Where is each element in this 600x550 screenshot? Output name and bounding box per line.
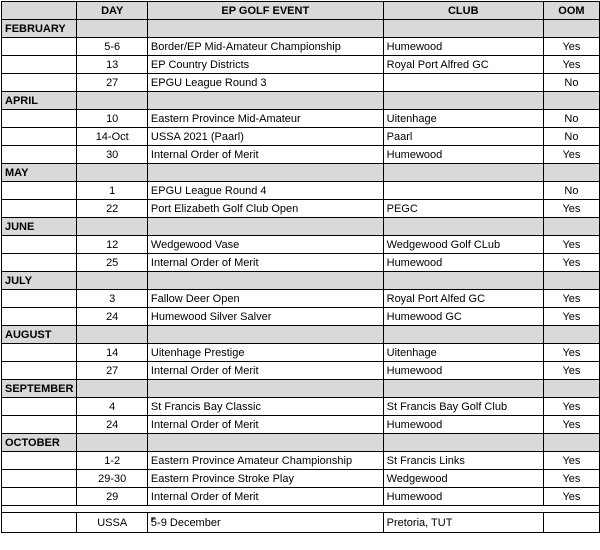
event-day: 29 bbox=[77, 488, 147, 506]
month-fill bbox=[147, 92, 383, 110]
month-fill bbox=[383, 92, 543, 110]
month-row bbox=[2, 380, 600, 398]
month-label: JULY bbox=[2, 272, 77, 290]
header-oom: OOM bbox=[543, 2, 599, 20]
month-fill bbox=[543, 272, 599, 290]
event-row bbox=[2, 128, 600, 146]
event-day: 5-6 bbox=[77, 38, 147, 56]
event-club: Humewood bbox=[383, 254, 543, 272]
month-fill bbox=[383, 272, 543, 290]
golf-schedule-table bbox=[1, 1, 600, 533]
row-blank bbox=[2, 308, 77, 326]
row-blank bbox=[2, 128, 77, 146]
event-row bbox=[2, 488, 600, 506]
month-label: OCTOBER bbox=[2, 434, 77, 452]
month-fill bbox=[77, 326, 147, 344]
event-row bbox=[2, 254, 600, 272]
month-row bbox=[2, 434, 600, 452]
event-row bbox=[2, 74, 600, 92]
event-name: St Francis Bay Classic bbox=[147, 398, 383, 416]
ussa-day: USSA bbox=[77, 513, 147, 533]
row-blank bbox=[2, 38, 77, 56]
event-oom: No bbox=[543, 110, 599, 128]
event-club bbox=[383, 74, 543, 92]
event-row bbox=[2, 452, 600, 470]
month-fill bbox=[77, 164, 147, 182]
month-label: AUGUST bbox=[2, 326, 77, 344]
month-fill bbox=[383, 20, 543, 38]
event-club: Humewood bbox=[383, 416, 543, 434]
event-name: Eastern Province Stroke Play bbox=[147, 470, 383, 488]
month-fill bbox=[543, 92, 599, 110]
event-day: 30 bbox=[77, 146, 147, 164]
event-day: 24 bbox=[77, 416, 147, 434]
month-fill bbox=[77, 380, 147, 398]
event-row bbox=[2, 470, 600, 488]
event-name: Internal Order of Merit bbox=[147, 362, 383, 380]
event-day: 14 bbox=[77, 344, 147, 362]
month-row bbox=[2, 326, 600, 344]
event-name: Port Elizabeth Golf Club Open bbox=[147, 200, 383, 218]
event-day: 25 bbox=[77, 254, 147, 272]
event-row bbox=[2, 308, 600, 326]
event-name: Eastern Province Mid-Amateur bbox=[147, 110, 383, 128]
event-day: 4 bbox=[77, 398, 147, 416]
row-blank bbox=[2, 362, 77, 380]
row-blank bbox=[2, 416, 77, 434]
month-fill bbox=[543, 218, 599, 236]
event-club: Uitenhage bbox=[383, 110, 543, 128]
event-oom: Yes bbox=[543, 398, 599, 416]
month-row bbox=[2, 272, 600, 290]
event-oom: Yes bbox=[543, 344, 599, 362]
header-event: EP GOLF EVENT bbox=[147, 2, 383, 20]
event-day: 3 bbox=[77, 290, 147, 308]
event-oom: Yes bbox=[543, 200, 599, 218]
row-blank bbox=[2, 110, 77, 128]
ussa-event: 5-9 December bbox=[150, 516, 221, 529]
event-row bbox=[2, 110, 600, 128]
event-oom: Yes bbox=[543, 146, 599, 164]
event-oom: Yes bbox=[543, 56, 599, 74]
row-blank bbox=[2, 488, 77, 506]
event-name: Wedgewood Vase bbox=[147, 236, 383, 254]
event-oom: Yes bbox=[543, 290, 599, 308]
event-oom: Yes bbox=[543, 452, 599, 470]
header-row bbox=[2, 2, 600, 20]
month-fill bbox=[147, 20, 383, 38]
month-label: FEBRUARY bbox=[2, 20, 77, 38]
event-row bbox=[2, 236, 600, 254]
header-club: CLUB bbox=[383, 2, 543, 20]
event-club: Humewood bbox=[383, 362, 543, 380]
event-oom: Yes bbox=[543, 416, 599, 434]
month-fill bbox=[147, 272, 383, 290]
month-fill bbox=[383, 380, 543, 398]
month-label: MAY bbox=[2, 164, 77, 182]
ussa-row bbox=[2, 513, 600, 533]
month-fill bbox=[543, 20, 599, 38]
event-name: EPGU League Round 3 bbox=[147, 74, 383, 92]
event-day: 27 bbox=[77, 362, 147, 380]
event-oom: Yes bbox=[543, 38, 599, 56]
event-club: Wedgewood Golf CLub bbox=[383, 236, 543, 254]
event-club: St Francis Links bbox=[383, 452, 543, 470]
event-row bbox=[2, 38, 600, 56]
month-label: JUNE bbox=[2, 218, 77, 236]
event-row bbox=[2, 398, 600, 416]
event-club: Humewood GC bbox=[383, 308, 543, 326]
month-fill bbox=[383, 218, 543, 236]
month-fill bbox=[147, 434, 383, 452]
month-fill bbox=[77, 434, 147, 452]
event-oom: No bbox=[543, 128, 599, 146]
event-club: Royal Port Alfred GC bbox=[383, 56, 543, 74]
event-oom: Yes bbox=[543, 488, 599, 506]
event-day: 22 bbox=[77, 200, 147, 218]
event-oom: Yes bbox=[543, 470, 599, 488]
event-name: EPGU League Round 4 bbox=[147, 182, 383, 200]
row-blank bbox=[2, 398, 77, 416]
event-day: 1-2 bbox=[77, 452, 147, 470]
month-fill bbox=[147, 164, 383, 182]
event-oom: No bbox=[543, 182, 599, 200]
event-club: Royal Port Alfed GC bbox=[383, 290, 543, 308]
month-row bbox=[2, 20, 600, 38]
row-blank bbox=[2, 146, 77, 164]
event-day: 12 bbox=[77, 236, 147, 254]
month-fill bbox=[147, 326, 383, 344]
month-fill bbox=[77, 20, 147, 38]
event-name: Internal Order of Merit bbox=[147, 488, 383, 506]
row-blank bbox=[2, 182, 77, 200]
event-name: Fallow Deer Open bbox=[147, 290, 383, 308]
month-fill bbox=[543, 164, 599, 182]
month-fill bbox=[77, 272, 147, 290]
event-name: EP Country Districts bbox=[147, 56, 383, 74]
spacer-row bbox=[2, 506, 600, 513]
ussa-oom bbox=[543, 513, 599, 533]
row-blank bbox=[2, 470, 77, 488]
event-row bbox=[2, 56, 600, 74]
event-day: 1 bbox=[77, 182, 147, 200]
row-blank bbox=[2, 56, 77, 74]
row-blank bbox=[2, 344, 77, 362]
event-row bbox=[2, 344, 600, 362]
row-blank bbox=[2, 74, 77, 92]
event-club: PEGC bbox=[383, 200, 543, 218]
event-name: Eastern Province Amateur Championship bbox=[147, 452, 383, 470]
event-name: Border/EP Mid-Amateur Championship bbox=[147, 38, 383, 56]
event-name: Internal Order of Merit bbox=[147, 146, 383, 164]
event-oom: Yes bbox=[543, 362, 599, 380]
month-row bbox=[2, 218, 600, 236]
event-row bbox=[2, 182, 600, 200]
row-blank bbox=[2, 236, 77, 254]
event-club: Paarl bbox=[383, 128, 543, 146]
event-name: USSA 2021 (Paarl) bbox=[147, 128, 383, 146]
event-oom: Yes bbox=[543, 254, 599, 272]
month-fill bbox=[543, 326, 599, 344]
event-name: Internal Order of Merit bbox=[147, 254, 383, 272]
event-row bbox=[2, 362, 600, 380]
event-day: 24 bbox=[77, 308, 147, 326]
event-row bbox=[2, 290, 600, 308]
month-label: SEPTEMBER bbox=[2, 380, 77, 398]
month-fill bbox=[383, 326, 543, 344]
event-club: St Francis Bay Golf Club bbox=[383, 398, 543, 416]
event-club: Wedgewood bbox=[383, 470, 543, 488]
event-row bbox=[2, 200, 600, 218]
month-fill bbox=[147, 380, 383, 398]
month-fill bbox=[77, 92, 147, 110]
event-club: Humewood bbox=[383, 38, 543, 56]
event-row bbox=[2, 416, 600, 434]
month-fill bbox=[77, 218, 147, 236]
event-club: Humewood bbox=[383, 488, 543, 506]
header-day: DAY bbox=[77, 2, 147, 20]
event-day: 14-Oct bbox=[77, 128, 147, 146]
ussa-blank bbox=[2, 513, 77, 533]
month-label: APRIL bbox=[2, 92, 77, 110]
event-day: 10 bbox=[77, 110, 147, 128]
ussa-event-cell bbox=[147, 513, 383, 533]
ussa-club: Pretoria, TUT bbox=[383, 513, 543, 533]
event-day: 13 bbox=[77, 56, 147, 74]
month-fill bbox=[383, 164, 543, 182]
event-name: Uitenhage Prestige bbox=[147, 344, 383, 362]
event-oom: Yes bbox=[543, 236, 599, 254]
header-blank bbox=[2, 2, 77, 20]
month-fill bbox=[383, 434, 543, 452]
event-club: Uitenhage bbox=[383, 344, 543, 362]
event-oom: Yes bbox=[543, 308, 599, 326]
event-club: Humewood bbox=[383, 146, 543, 164]
month-fill bbox=[543, 380, 599, 398]
row-blank bbox=[2, 254, 77, 272]
month-fill bbox=[147, 218, 383, 236]
row-blank bbox=[2, 290, 77, 308]
month-row bbox=[2, 164, 600, 182]
row-blank bbox=[2, 452, 77, 470]
month-fill bbox=[543, 434, 599, 452]
event-oom: No bbox=[543, 74, 599, 92]
footer-body bbox=[2, 506, 600, 533]
event-day: 27 bbox=[77, 74, 147, 92]
event-name: Internal Order of Merit bbox=[147, 416, 383, 434]
event-day: 29-30 bbox=[77, 470, 147, 488]
row-blank bbox=[2, 200, 77, 218]
schedule-body bbox=[2, 20, 600, 506]
event-name: Humewood Silver Salver bbox=[147, 308, 383, 326]
event-club bbox=[383, 182, 543, 200]
event-row bbox=[2, 146, 600, 164]
month-row bbox=[2, 92, 600, 110]
